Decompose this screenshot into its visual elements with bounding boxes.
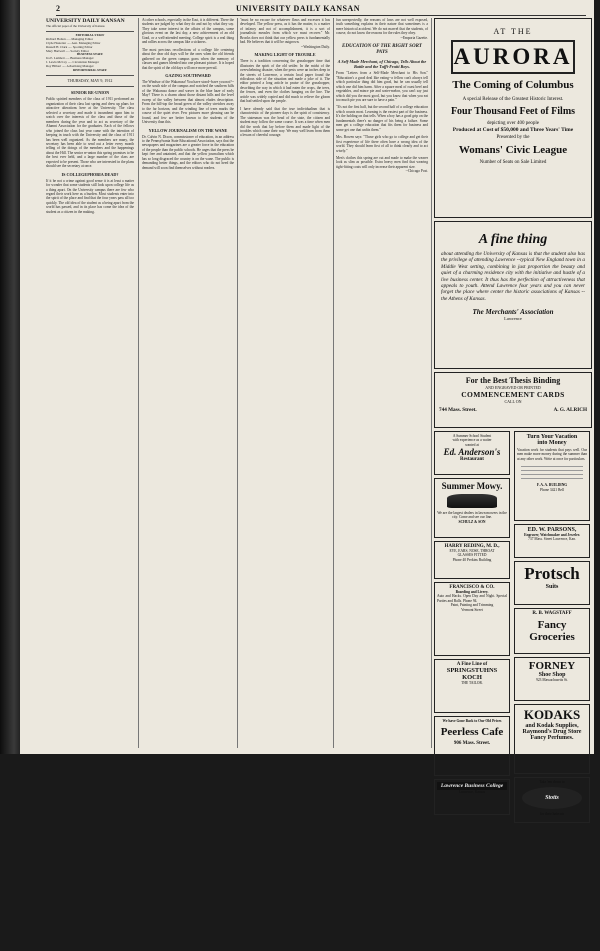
text-lines: [521, 463, 583, 481]
vacation-t1: Turn Your Vacation: [526, 434, 578, 440]
francisco-addr: Vermont Street: [461, 607, 483, 612]
fine-merchants: The Merchants' Association: [472, 308, 554, 317]
peerless-name: Peerless Cafe: [440, 726, 504, 739]
ad-fine-thing: [434, 221, 592, 369]
ad-parsons: [514, 524, 590, 558]
article-body: "must be no excuse for whatever flaws and excesses it has developed. The yellow press, as it has the matter, is a matter of infancy and not of accomplishment, it is a sort of journalistic measles from which we must recover." Mr. Brooks does not think that our yellow press is fundamentally bad. He believes that it will be outgrown.: [240, 18, 330, 45]
divider: [46, 86, 134, 87]
column-3: [240, 18, 330, 748]
business-name: Lawrence Business College: [437, 782, 507, 790]
article-body: From "Letters from a Self-Made Merchant to His Son." "Education's a good deal like eating--a fellow can't always tell which particular thing did him good, but he can usually tell which one did him harm. After a square meal of roast beef and vegetables, and mince pie and water-melon, you can't say just which did you the most good, but you know that when you eat too much pie you are sure to have a pain.": [336, 71, 428, 102]
summer-l3: wanted at: [465, 442, 479, 447]
ad-peerless: [434, 716, 510, 776]
ad-wagstaff: [514, 608, 590, 654]
staff-line-6: J. Lewis McCoy ..... Circulation Manager: [46, 60, 100, 65]
kodaks-name2: Raymond's Drug Store: [522, 729, 582, 735]
francisco-l1: Boarding and Livery.: [455, 590, 489, 594]
thesis-title: For the Best Thesis Binding: [465, 376, 561, 385]
take-l1: Take 'em down to: [539, 780, 565, 784]
thesis-call: CALL ON: [504, 399, 522, 404]
vacation-name: F. A. A. BUILDING: [536, 483, 568, 488]
article-body: "It's not the first half, but the second half of a college education which counts most. Learning is the easiest part of the business. It's the holding on that tells. When a boy has a good grip on the fundamentals there's no danger of his being a failure. Some men get a college education that fits them for business and some get one that unfits them.": [336, 105, 428, 132]
summer-name: Ed. Anderson's: [443, 447, 501, 458]
ad-stotts: [514, 777, 590, 823]
vacation-text: Vacation work for students that pays well. Our men make more money during the summer than at any other work. Write at once for particulars.: [517, 448, 587, 461]
protsch-name: Protsch: [524, 564, 580, 583]
reding-l3: Phone 40 Perkins Building: [452, 557, 492, 562]
staff-head: EDITORIAL STAFF: [75, 32, 105, 37]
staff-line-2: Russell H. Clark ..... Sporting Editor: [46, 44, 93, 49]
signature: --Chicago Post.: [405, 169, 428, 174]
vacation-t2: into Money: [537, 440, 567, 446]
ads-grid: [434, 431, 592, 951]
wagstaff-sub: Fancy Groceries: [529, 619, 575, 643]
mowy-name: SCHULZ & SON: [458, 519, 486, 524]
summer-l2: with experience as a waiter: [452, 438, 492, 443]
reding-l1: EYE, EARS, NOSE, THROAT: [449, 549, 495, 553]
signature: --Emporia Gazette.: [400, 35, 428, 40]
kodaks-sub2: Fancy Perfumes.: [530, 735, 574, 741]
column-4: [336, 18, 428, 748]
aurora-big: Four Thousand Feet of Films: [450, 106, 576, 117]
ad-harry-reding: [434, 541, 510, 579]
ad-francisco: [434, 582, 510, 656]
aurora-line-2: depicting over 400 people: [486, 121, 540, 126]
fine-lawrence: Lawrence: [504, 316, 522, 322]
vacation-addr: Phone 3421 Bell: [540, 487, 564, 492]
ad-vacation: [514, 431, 590, 521]
kodaks-sub: and Kodak Supplies,: [525, 723, 579, 729]
headline-making-light: MAKING LIGHT OF TROUBLE: [254, 52, 316, 58]
reding-name: HARRY REDING, M. D.,: [444, 544, 500, 549]
springsteen-l2: THE TAILOR.: [461, 681, 483, 685]
summer-l4: Restaurant: [460, 457, 484, 463]
francisco-text: Auto and Hacks. Open Day and Night. Special Parties and Balls. Phone 94.: [437, 594, 507, 603]
protsch-sub: Suits: [545, 584, 559, 590]
fine-text: about attending the University of Kansas is that the student also has the privilege of attending Lawrence --typical New England town in a Middle West setting, combining in just proportion the beauty and quiet of a charming residence city with the initiative and hustle of a live business center. It thus has the perfection of attractiveness that appeals to youth. Attend Lawrence four years and you can never forget the place where center the historic associations of Kansas --the Athens of Kansas.: [441, 251, 585, 302]
ads-column: [434, 18, 592, 817]
article-body: fun unexpectedly, the reasons of laws are not well exposed, truth something explains in their nature that sometimes is a mere historical accident. We do not marvel that the students, of course, do not know the reasons for the rules they obey.: [336, 18, 428, 36]
newspaper-page: [20, 0, 594, 817]
date-line: THURSDAY, MAY 9, 1912: [67, 77, 113, 83]
business-sub: Lawrence, Kansas: [458, 790, 486, 794]
ad-thesis: [434, 372, 592, 428]
signature: --Washington Daily.: [300, 44, 330, 49]
mowy-text: We are the largest dealers in lawn mowers in the city. Come and see our line.: [437, 511, 507, 520]
staff-line-1: Clyde Hostetter ..... Asst. Managing Editor: [46, 40, 101, 45]
mower-illustration: [447, 494, 497, 508]
staff-line-3: Mary Hartwell ..... Society Editor: [46, 48, 89, 53]
francisco-l2: Paint, Painting and Trimming: [450, 603, 494, 608]
reportorial-head: REPORTORIAL STAFF: [72, 68, 108, 73]
column-2: [142, 18, 234, 748]
staff-line-7: Roy Hilbert ..... Advertising Manager: [46, 64, 94, 69]
peerless-l1: We have Gone Back to Our Old Prices: [442, 719, 502, 723]
aurora-line-4: Presented by the: [496, 135, 530, 140]
ad-aurora: [434, 18, 592, 218]
headline-gazing-southward: GAZING SOUTHWARD: [165, 72, 211, 78]
column-rule: [138, 18, 139, 748]
peerless-addr: 906 Mass. Street.: [453, 741, 491, 747]
take-name: Stotts: [522, 787, 582, 809]
divider: [46, 31, 134, 32]
ad-summer-mowy: [434, 478, 510, 538]
article-body: At other schools, especially in the East, it is different. There the students are judged by what they do and not by what they say. They take some interest in the affairs of the campus, some glorious event on the last day, a new achievement of an old Grad, or a well-attended meeting. College spirit is a real thing and rallies across the campus like a sickness.: [142, 18, 234, 45]
ad-kodaks: [514, 704, 590, 774]
forney-sub: Shoe Shop: [538, 672, 566, 678]
page-number: 2: [56, 4, 61, 13]
staff-line-4: BUSINESS STAFF: [76, 52, 104, 57]
newspaper-title: UNIVERSITY DAILY KANSAN: [236, 4, 360, 13]
ad-protsch: [514, 561, 590, 605]
forney-name: FORNEY: [528, 660, 576, 672]
headline-yellow-journalism: YELLOW JOURNALISM ON THE WANE: [148, 127, 228, 133]
aurora-coming: The Coming of Columbus: [452, 79, 574, 91]
kodaks-name: KODAKS: [523, 707, 581, 722]
staff-line-0: Richard Holton ..... Managing Editor: [46, 36, 94, 41]
aurora-title: AURORA: [451, 40, 575, 74]
thesis-cards: COMMENCEMENT CARDS: [461, 390, 565, 399]
article-body: The most precious recollections of a college life centering about the dear old days will be the ones when the old friends gathered on the green campus grass when the memory of classes and games blended into one pleasant picture. It is hoped that the spirit of the old days will once more prevail.: [142, 47, 234, 70]
ad-springsteen: [434, 659, 510, 713]
reding-l2: GLASSES FITTED: [457, 553, 487, 558]
article-body: Mrs. Bowen says: "Those girls who go to college and get their first experience of life there often have a wrong idea of the world. They should learn first of all to think clearly and to act wisely.": [336, 135, 428, 153]
wagstaff-name: R. B. WAGSTAFF: [532, 611, 572, 616]
masthead-subtitle: The official paper of the University of Kansas: [46, 24, 105, 28]
subhead-self-made: A Self-Made Merchant, of Chicago, Tells About the Battle and the Tuffi-Fruiti Boys.: [337, 59, 427, 70]
headline-senior-reunion: SENIOR RE-UNION: [70, 90, 110, 96]
mowy-title: Summer Mowy.: [441, 481, 503, 491]
running-head: [56, 3, 586, 16]
binder-edge: [0, 0, 20, 754]
fine-title: A fine thing: [478, 232, 548, 247]
parsons-line: Engraver, Watchmaker and Jeweler.: [524, 533, 580, 537]
column-1: [46, 18, 134, 748]
thesis-sub: AND ENGRAVED OR PRINTED: [485, 385, 541, 390]
parsons-name: ED. W. PARSONS,: [527, 527, 577, 533]
headline-collegephobia: IS COLLEGEPHOBIA DEAD?: [61, 171, 119, 177]
springsteen-name: SPRINGSTUHNS: [446, 667, 498, 674]
thesis-name: A. G. ALRICH: [553, 407, 587, 413]
springsteen-l1: A Fine Line of: [456, 662, 488, 667]
article-body: If it be not a crime against good sense it is at least a matter for wonder that some students still look upon college life as a thing apart. On the University campus there are few who regard their work here as a burden. Most students enter into the spirit of the place and find that the four years pass all too quickly. The old idea of the student as a being apart from the world has passed, and in its place has come the idea of the student as a citizen in the making.: [46, 178, 134, 214]
article-body: I have already said that the true individualism that is characteristic of the pioneer days is the spirit of consistency. The statesman was the head of the state, the citizen and student may follow the same course. It was a time when men did the work that lay before them and made light of the troubles which came their way. We may well learn from them a lesson of cheerful courage.: [240, 106, 330, 138]
take-sub: for their haircuts: [540, 812, 564, 817]
thesis-address: 744 Mass. Street.: [439, 407, 477, 413]
summer-l1: A Summer School Student: [452, 434, 492, 438]
ad-business-college: [434, 779, 510, 815]
article-body: The Windsor of the Wakarusa! You have stood--have you not?--on the south side of the campus and watched the southern hills of the Wakarusa dance and waver in the blue haze of early May? There is a charm about those distant hills and the level sweep of the valley between that almost eludes description. From the hill-top the broad green of the valley stretches away to the far horizon, and the winding line of trees marks the course of the quiet river. Few pictures more pleasing can be found, and few are better known to the students of the University than this.: [142, 79, 234, 125]
column-rule: [237, 18, 238, 748]
ad-forney: [514, 657, 590, 701]
column-rule: [333, 18, 334, 748]
francisco-name: FRANCISCO & CO.: [449, 585, 495, 590]
aurora-wcl: Womans' Civic League: [458, 144, 568, 156]
article-body: There is a tradition concerning the grasshopper time that illustrates the spirit of the old settler. In the midst of the overwhelming disaster, when the pests were an inches deep in the streets of Lawrence, a certain local paper found the ridiculous side of the situation and made a joke of it. The editor printed a long article in praise of the grasshopper, describing the way in which it had eaten the crops, the trees, the fences, and even the clothes hanging on the line. The article was widely copied and did much to relieve the gloom that had settled upon the people.: [240, 59, 330, 104]
ad-summer-school: [434, 431, 510, 475]
aurora-line-1: A special Release of the Greatest Historic Interest.: [462, 97, 564, 102]
column-rule: [431, 18, 432, 748]
article-body: Public spirited members of the class of 1911 performed an organization of their class last spring and drew up plans for attractive alterations here at the University. The class selected a secretary and made it incumbent upon him to watch over the interests of the class and those of the members during the year and to act as secretary of the Alumni Association for the graduates. Each of the fellows who joined the class last year came with the intention of keeping in touch with the University and the class of 1911 has been well organized. As the members are many, the secretary has been able to send out a letter every month telling of the doings of the members and the happenings about the Hill. The senior re-union this spring promises to be the best ever held, and a large number of the class are expected to be present. Those who are interested in the plans should see the secretary at once.: [46, 97, 134, 169]
aurora-at-the: AT THE: [493, 27, 533, 36]
forney-addr: 923 Massachusetts St.: [536, 678, 568, 682]
springsteen-name2: KOCH: [462, 674, 482, 681]
aurora-line-5: Number of Seats on Sale Limited: [479, 160, 547, 165]
article-body: Men's clothes this spring are cut and made to make the wearer look as slim as possible. Extra heavy men find that wearing tight-fitting coats will only increase their apparent size.: [336, 155, 428, 169]
divider: [46, 75, 134, 76]
article-body: Dr. Calvin N. Dixon, commissioner of education, in an address to the Pennsylvania State Educational Association, says that the newspapers and magazines are a greater force in the education of the people than the public schools. He urges that the press be kept free and untainted, and that the yellow journalism which has so long disgraced the country is on the wane. The public is demanding better things, and the editors who do not heed the demand will soon find themselves without readers.: [142, 134, 234, 170]
headline-education: EDUCATION OF THE RIGHT SORT PAYS: [342, 44, 422, 56]
masthead: UNIVERSITY DAILY KANSAN: [46, 18, 125, 24]
parsons-addr: 737 Mass. Street Lawrence, Kan.: [528, 537, 576, 542]
staff-line-5: Ira E. Lambert ..... Business Manager: [46, 56, 94, 61]
aurora-line-3: Produced at Cost of $50,000 and Three Years' Time: [452, 127, 574, 133]
